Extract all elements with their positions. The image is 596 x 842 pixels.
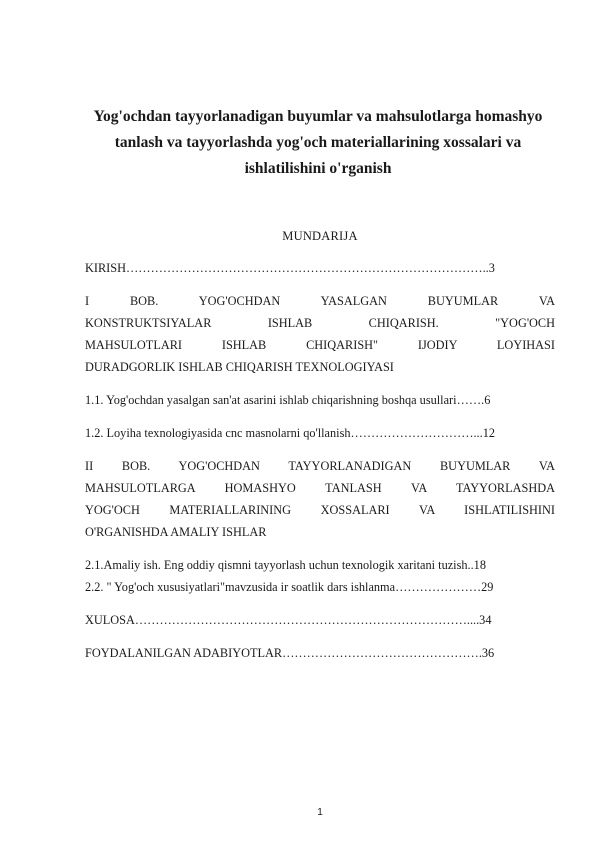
toc-entry-2-2: 2.2. " Yog'och xususiyatlari"mavzusida ir soatlik dars ishlanma…………………29 [85,580,494,594]
toc-entry-conclusion: XULOSA………………………………………………………………………....34 [85,613,492,627]
table-of-contents [85,257,555,664]
toc-chapter-1-line-2: KONSTRUKTSIYALAR ISHLAB CHIQARISH. "YOG'OCH [85,316,555,330]
toc-chapter-2-line-4: O'RGANISHDA AMALIY ISHLAR [85,525,267,539]
toc-chapter-1-line-1: I BOB. YOG'OCHDAN YASALGAN BUYUMLAR VA [85,294,555,308]
title-line-3: ishlatilishini o'rganish [244,160,392,177]
document-title [80,104,556,182]
toc-entry-references: FOYDALANILGAN ADABIYOTLAR………………………………………….36 [85,646,495,660]
contents-heading: MUNDARIJA [282,229,358,243]
toc-entry-1-2: 1.2. Loyiha texnologiyasida cnc masnolarni qo'llanish…………………………...12 [85,426,496,440]
page-number: 1 [317,807,323,818]
toc-entry-1-1: 1.1. Yog'ochdan yasalgan san'at asarini ishlab chiqarishning boshqa usullari…….6 [85,393,491,407]
toc-chapter-1-line-4: DURADGORLIK ISHLAB CHIQARISH TEXNOLOGIYASI [85,360,394,374]
title-line-2: tanlash va tayyorlashda yog'och materiallarining xossalari va [114,134,522,151]
toc-chapter-2-line-2: MAHSULOTLARGA HOMASHYO TANLASH VA TAYYORLASHDA [85,481,555,495]
title-line-1: Yog'ochdan tayyorlanadigan buyumlar va mahsulotlarga homashyo [93,108,543,125]
toc-chapter-2-line-1: II BOB. YOG'OCHDAN TAYYORLANADIGAN BUYUMLAR VA [85,459,555,473]
toc-entry-2-1: 2.1.Amaliy ish. Eng oddiy qismni tayyorlash uchun texnologik xaritani tuzish..18 [85,558,486,572]
toc-chapter-1-line-3: MAHSULOTLARI ISHLAB CHIQARISH" IJODIY LOYIHASI [85,338,555,352]
toc-chapter-2-line-3: YOG'OCH MATERIALLARINING XOSSALARI VA ISHLATILISHINI [85,503,555,517]
toc-entry-intro: KIRISH……………………………………………………………………………..3 [85,261,495,275]
